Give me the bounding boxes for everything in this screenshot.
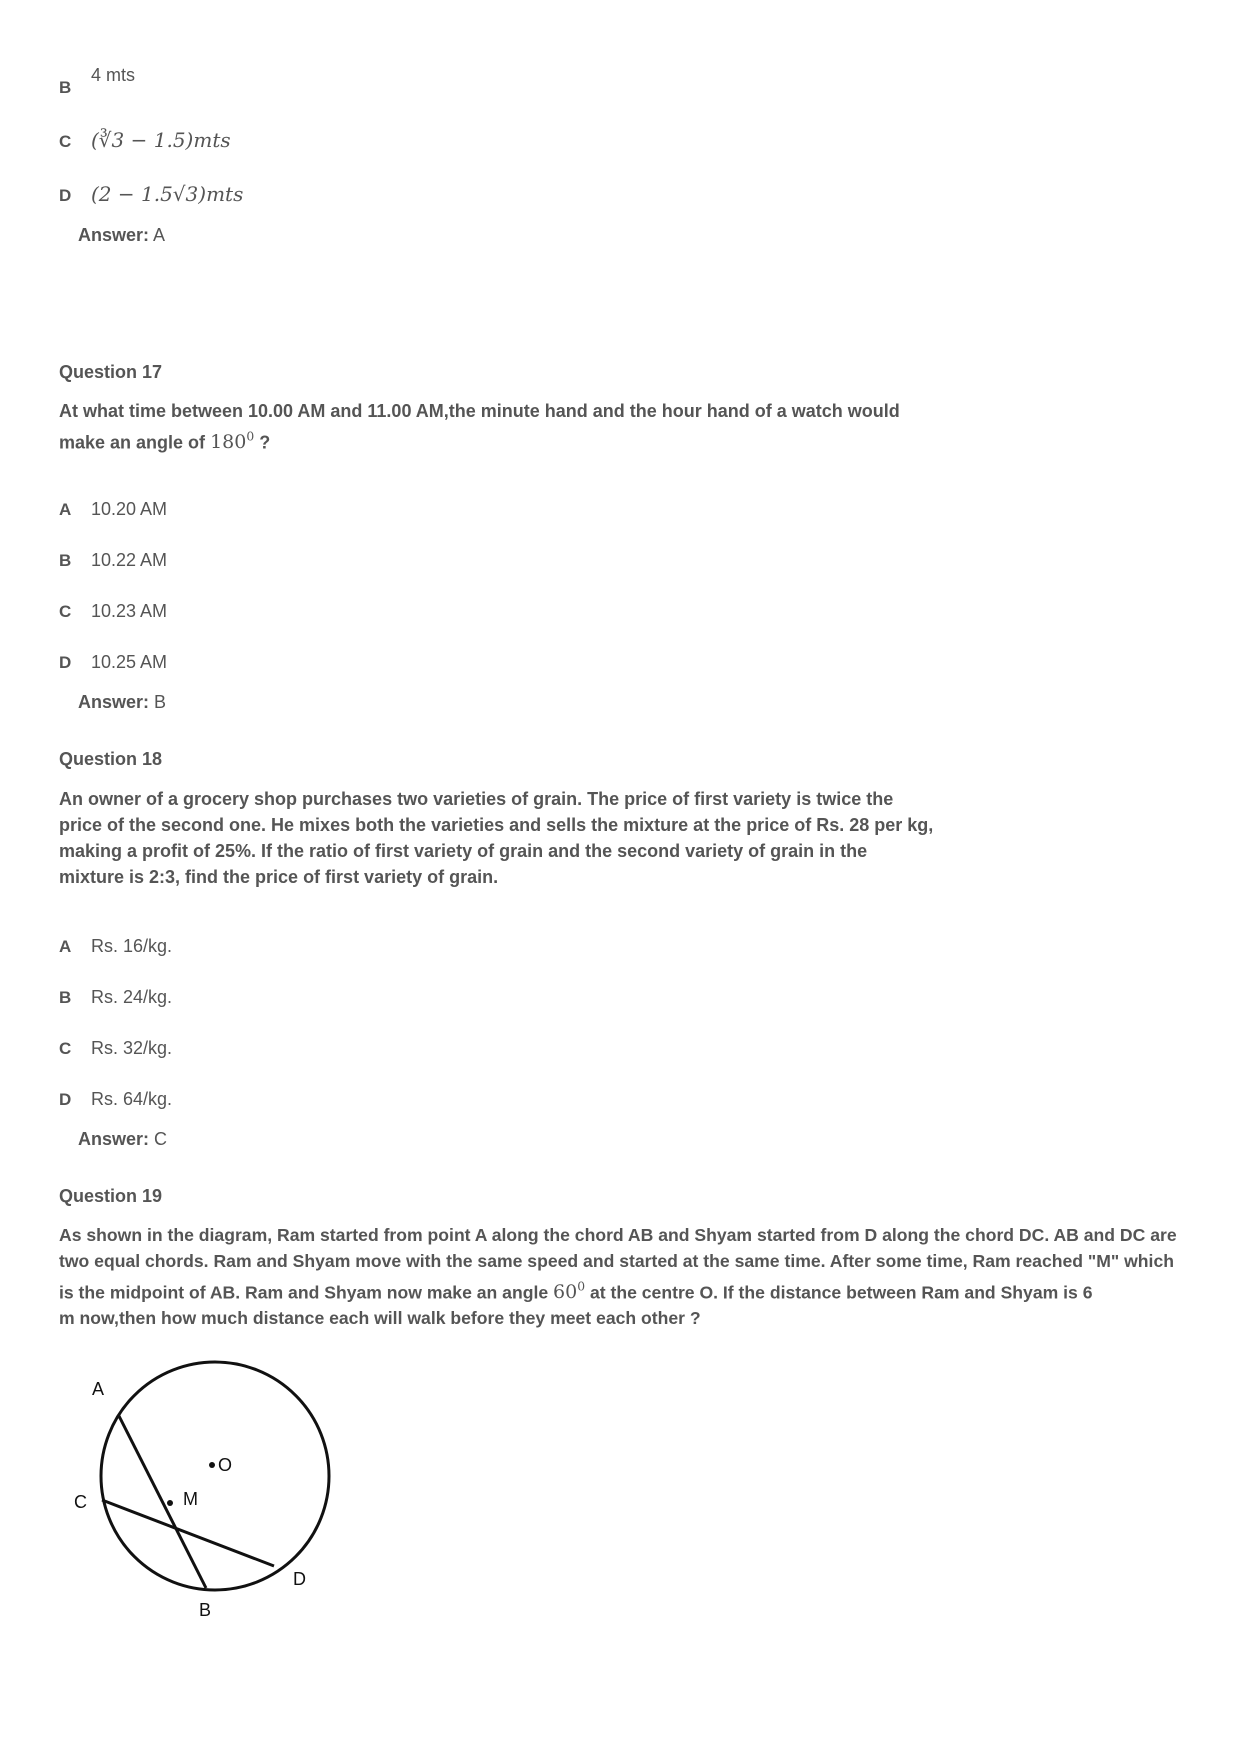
question-title: Question 17: [59, 362, 163, 382]
answer-value: C: [154, 1129, 168, 1149]
circle-chord-diagram: [60, 1340, 360, 1640]
angle-number: 60: [553, 1281, 578, 1304]
question-line: [59, 424, 1179, 455]
option-letter-a: A: [59, 500, 72, 519]
question-text-fragment: is the midpoint of AB. Ram and Shyam now make an angle: [59, 1282, 549, 1303]
option-letter-d: D: [59, 653, 72, 672]
chord-cd: [102, 1500, 274, 1566]
option-text-d: 10.25 AM: [91, 652, 168, 672]
question-text: [59, 1222, 1219, 1331]
option-text-a: 10.20 AM: [91, 499, 168, 519]
label-o: O: [218, 1455, 233, 1475]
question-title: Question 18: [59, 749, 163, 769]
option-letter-d: D: [59, 186, 72, 205]
option-text-b: 4 mts: [91, 65, 136, 85]
option-letter-a: A: [59, 937, 72, 956]
answer-line: [78, 1129, 167, 1150]
option-text-c: Rs. 32/kg.: [91, 1038, 173, 1058]
question-line: [59, 1274, 1219, 1305]
angle-value: [553, 1281, 585, 1303]
label-d: D: [293, 1569, 306, 1589]
answer-value: B: [154, 692, 167, 712]
option-text-d: (2 − 1.5√3)mts: [91, 182, 244, 206]
option-text-c: 10.23 AM: [91, 601, 168, 621]
label-c: C: [74, 1492, 87, 1512]
option-letter-b: B: [59, 551, 72, 570]
option-letter-c: C: [59, 602, 72, 621]
question-text-fragment: make an angle of: [59, 432, 206, 453]
question-text: [59, 786, 1179, 890]
question-line: mixture is 2:3, find the price of first variety of grain.: [59, 867, 499, 887]
option-letter-b: B: [59, 78, 72, 97]
label-b: B: [199, 1600, 212, 1620]
angle-superscript: 0: [246, 430, 255, 444]
angle-superscript: 0: [577, 1280, 586, 1294]
question-line: At what time between 10.00 AM and 11.00 AM,the minute hand and the hour hand of a watch would: [59, 401, 900, 421]
label-m: M: [183, 1489, 198, 1509]
label-a: A: [92, 1379, 105, 1399]
option-letter-c: C: [59, 1039, 72, 1058]
point-o: [209, 1462, 215, 1468]
option-letter-b: B: [59, 988, 72, 1007]
question-text-fragment: at the centre O. If the distance between Ram and Shyam is 6: [589, 1282, 1093, 1303]
answer-label: Answer:: [78, 692, 150, 712]
option-text-b: 10.22 AM: [91, 550, 168, 570]
question-line: two equal chords. Ram and Shyam move with the same speed and started at the same time. After some time, Ram reached "M" which: [59, 1251, 1174, 1271]
answer-value: A: [153, 225, 166, 245]
option-letter-d: D: [59, 1090, 72, 1109]
question-line: m now,then how much distance each will walk before they meet each other ?: [59, 1308, 701, 1329]
question-line: price of the second one. He mixes both the varieties and sells the mixture at the price of Rs. 28 per kg,: [59, 815, 934, 835]
angle-number: 180: [210, 431, 247, 454]
answer-line: [78, 692, 166, 713]
question-line: As shown in the diagram, Ram started from point A along the chord AB and Shyam started from D along the chord DC. AB and DC are: [59, 1225, 1177, 1245]
question-text-fragment: ?: [259, 432, 271, 453]
angle-value: [210, 431, 254, 453]
question-line: making a profit of 25%. If the ratio of first variety of grain and the second variety of grain in the: [59, 841, 868, 861]
option-text-c: (∛3 − 1.5)mts: [91, 128, 231, 152]
answer-label: Answer:: [78, 225, 150, 245]
question-title: Question 19: [59, 1186, 163, 1206]
option-text-b: Rs. 24/kg.: [91, 987, 173, 1007]
option-letter-c: C: [59, 132, 72, 151]
question-line: An owner of a grocery shop purchases two varieties of grain. The price of first variety is twice the: [59, 789, 894, 809]
circle: [101, 1362, 329, 1590]
option-text-a: Rs. 16/kg.: [91, 936, 173, 956]
point-m: [167, 1500, 173, 1506]
answer-line: [78, 225, 165, 246]
answer-label: Answer:: [78, 1129, 150, 1149]
question-text: [59, 398, 1179, 455]
option-text-d: Rs. 64/kg.: [91, 1089, 173, 1109]
